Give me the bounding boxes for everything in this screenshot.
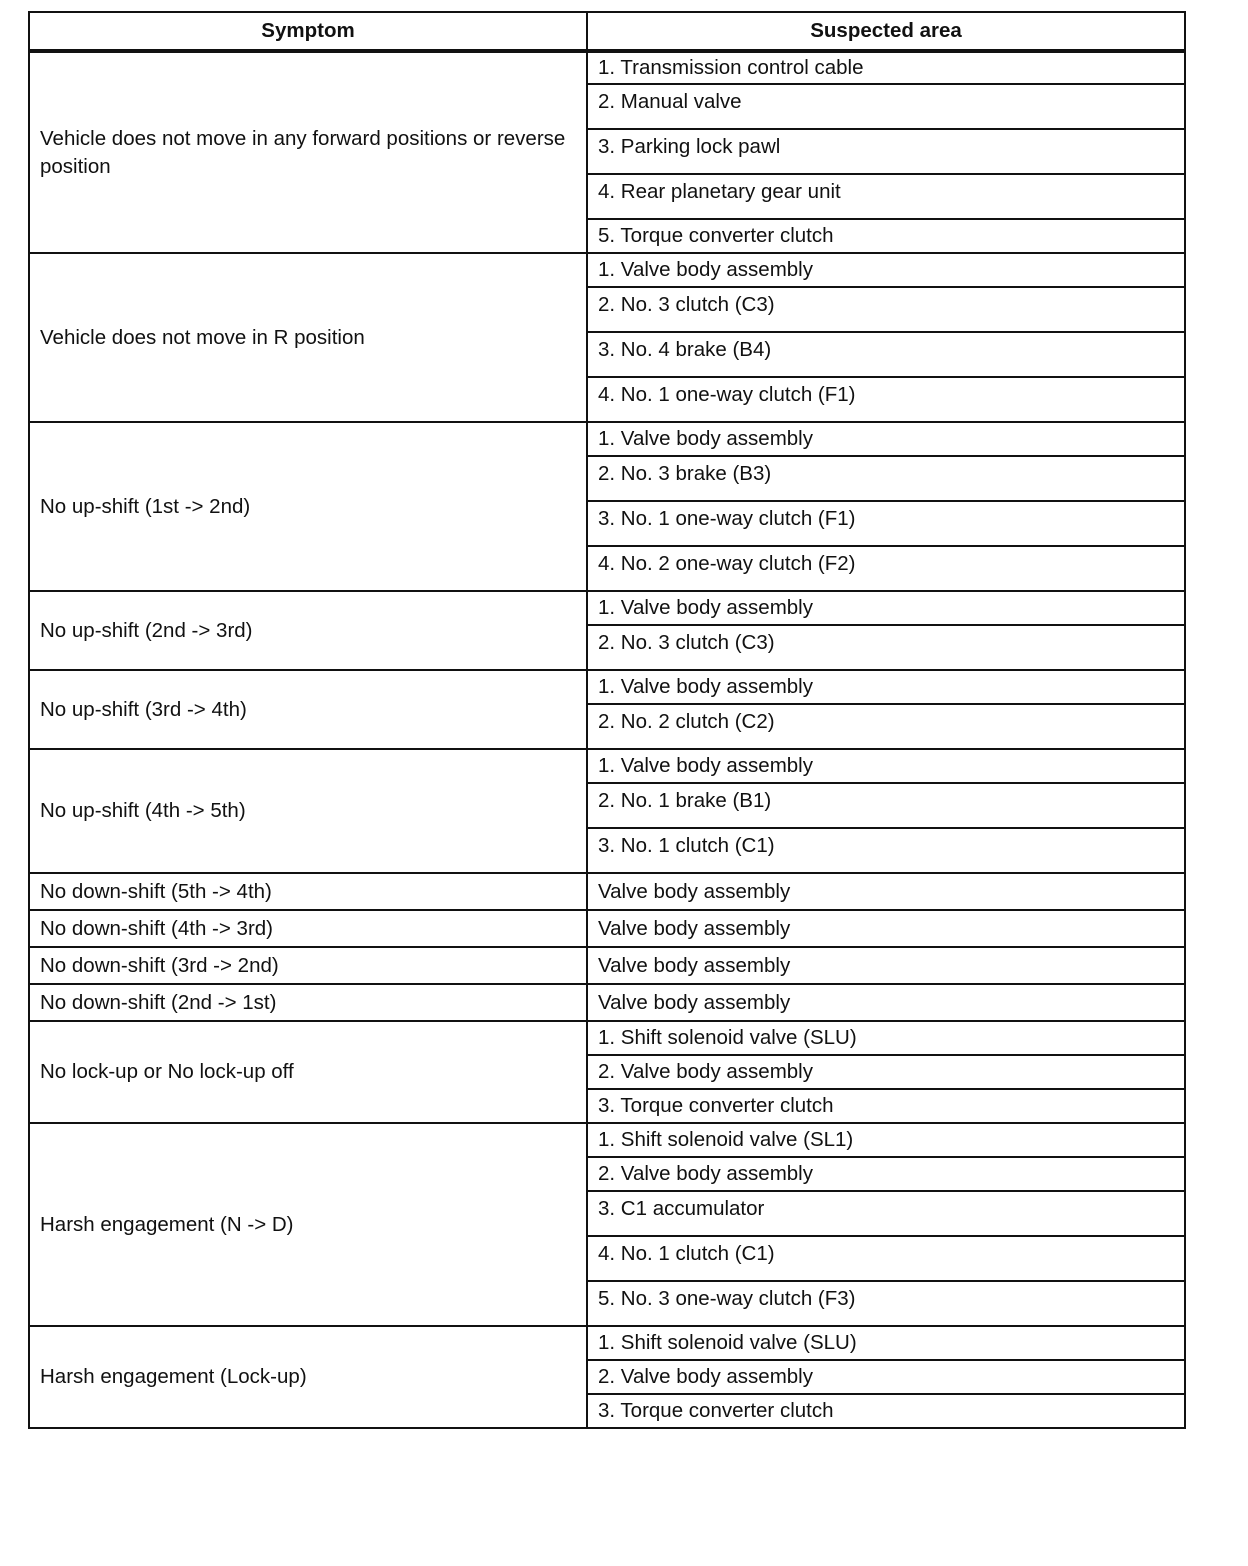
symptom-cell: No down-shift (4th -> 3rd) [29, 910, 587, 947]
diagnosis-table-page [28, 11, 1184, 1429]
suspected-area-cell: 1. Valve body assembly [587, 591, 1185, 625]
symptom-cell: No up-shift (4th -> 5th) [29, 749, 587, 873]
suspected-area-cell: 1. Valve body assembly [587, 253, 1185, 287]
table-row [29, 51, 1185, 84]
suspected-area-header: Suspected area [587, 12, 1185, 51]
suspected-area-cell: 5. Torque converter clutch [587, 219, 1185, 253]
suspected-area-cell: 4. No. 1 one-way clutch (F1) [587, 377, 1185, 422]
suspected-area-cell: 2. No. 3 brake (B3) [587, 456, 1185, 501]
table-row [29, 873, 1185, 910]
suspected-area-cell: 4. No. 2 one-way clutch (F2) [587, 546, 1185, 591]
symptom-header: Symptom [29, 12, 587, 51]
symptom-cell: Vehicle does not move in any forward positions or reverse position [29, 51, 587, 253]
symptom-cell: No down-shift (2nd -> 1st) [29, 984, 587, 1021]
suspected-area-cell: 1. Shift solenoid valve (SL1) [587, 1123, 1185, 1157]
symptom-table [28, 11, 1186, 1429]
symptom-cell: Harsh engagement (N -> D) [29, 1123, 587, 1326]
suspected-area-cell: Valve body assembly [587, 947, 1185, 984]
suspected-area-cell: Valve body assembly [587, 984, 1185, 1021]
suspected-area-cell: 2. Valve body assembly [587, 1055, 1185, 1089]
suspected-area-cell: Valve body assembly [587, 873, 1185, 910]
table-row [29, 749, 1185, 783]
symptom-cell: No up-shift (3rd -> 4th) [29, 670, 587, 749]
suspected-area-cell: 2. No. 2 clutch (C2) [587, 704, 1185, 749]
table-row [29, 1123, 1185, 1157]
symptom-cell: No up-shift (1st -> 2nd) [29, 422, 587, 591]
table-row [29, 910, 1185, 947]
suspected-area-cell: 5. No. 3 one-way clutch (F3) [587, 1281, 1185, 1326]
table-row [29, 1326, 1185, 1360]
suspected-area-cell: 3. Torque converter clutch [587, 1089, 1185, 1123]
symptom-cell: No down-shift (5th -> 4th) [29, 873, 587, 910]
table-row [29, 253, 1185, 287]
table-row [29, 591, 1185, 625]
suspected-area-cell: 3. No. 4 brake (B4) [587, 332, 1185, 377]
suspected-area-cell: Valve body assembly [587, 910, 1185, 947]
suspected-area-cell: 2. Manual valve [587, 84, 1185, 129]
suspected-area-cell: 3. No. 1 one-way clutch (F1) [587, 501, 1185, 546]
suspected-area-cell: 2. No. 1 brake (B1) [587, 783, 1185, 828]
suspected-area-cell: 4. Rear planetary gear unit [587, 174, 1185, 219]
suspected-area-cell: 1. Valve body assembly [587, 749, 1185, 783]
table-body [29, 51, 1185, 1428]
table-row [29, 947, 1185, 984]
suspected-area-cell: 1. Transmission control cable [587, 51, 1185, 84]
suspected-area-cell: 2. No. 3 clutch (C3) [587, 287, 1185, 332]
suspected-area-cell: 2. Valve body assembly [587, 1157, 1185, 1191]
suspected-area-cell: 3. No. 1 clutch (C1) [587, 828, 1185, 873]
symptom-cell: Harsh engagement (Lock-up) [29, 1326, 587, 1428]
suspected-area-cell: 3. Parking lock pawl [587, 129, 1185, 174]
suspected-area-cell: 2. Valve body assembly [587, 1360, 1185, 1394]
table-row [29, 670, 1185, 704]
suspected-area-cell: 1. Shift solenoid valve (SLU) [587, 1326, 1185, 1360]
table-header-row [29, 12, 1185, 51]
suspected-area-cell: 1. Valve body assembly [587, 670, 1185, 704]
suspected-area-cell: 1. Valve body assembly [587, 422, 1185, 456]
suspected-area-cell: 4. No. 1 clutch (C1) [587, 1236, 1185, 1281]
symptom-cell: No up-shift (2nd -> 3rd) [29, 591, 587, 670]
suspected-area-cell: 3. C1 accumulator [587, 1191, 1185, 1236]
table-row [29, 984, 1185, 1021]
symptom-cell: No down-shift (3rd -> 2nd) [29, 947, 587, 984]
suspected-area-cell: 2. No. 3 clutch (C3) [587, 625, 1185, 670]
table-row [29, 1021, 1185, 1055]
symptom-cell: No lock-up or No lock-up off [29, 1021, 587, 1123]
symptom-cell: Vehicle does not move in R position [29, 253, 587, 422]
suspected-area-cell: 3. Torque converter clutch [587, 1394, 1185, 1428]
suspected-area-cell: 1. Shift solenoid valve (SLU) [587, 1021, 1185, 1055]
table-row [29, 422, 1185, 456]
